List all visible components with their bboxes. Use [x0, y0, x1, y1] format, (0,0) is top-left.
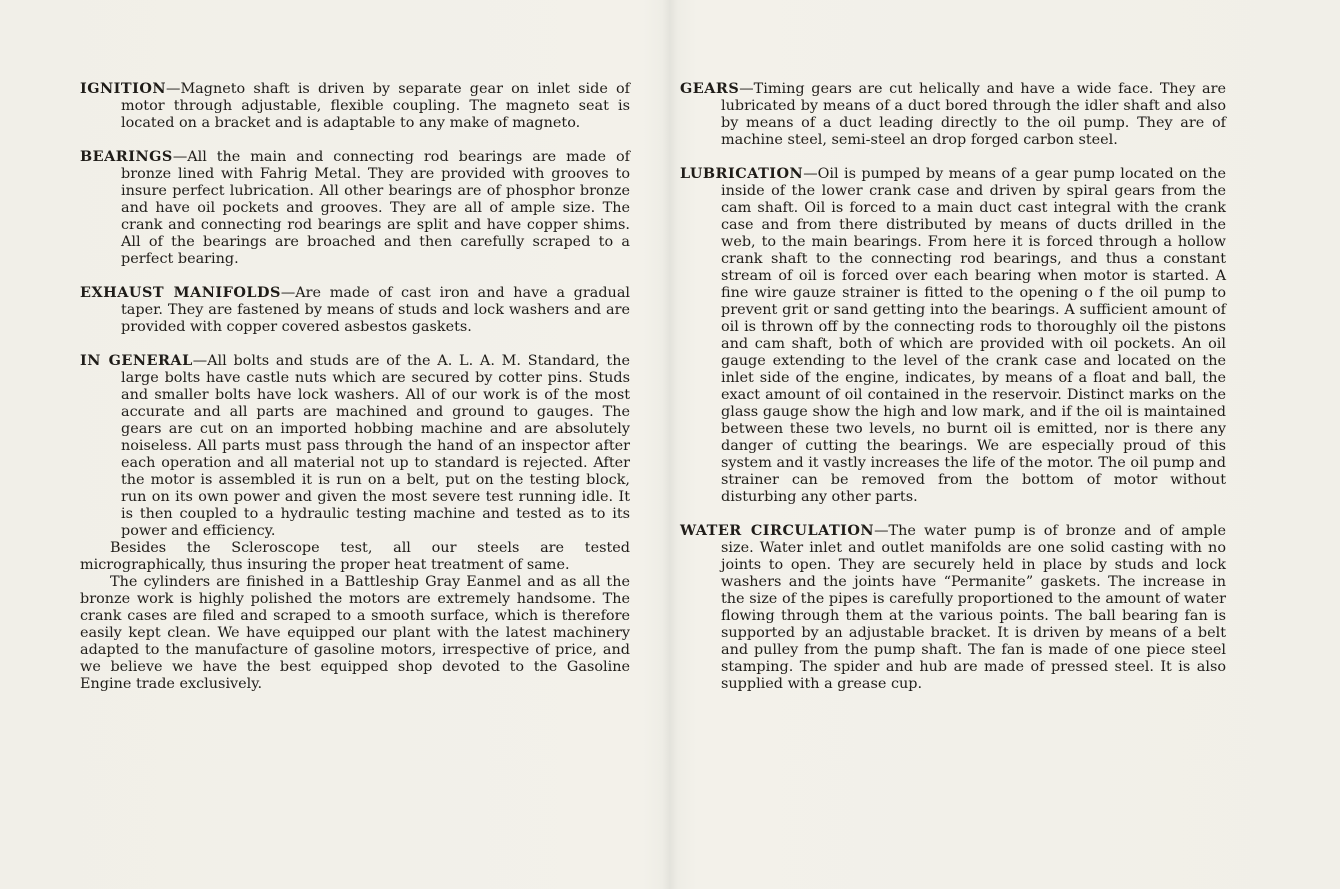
bearings-text: —All the main and connecting rod bearings are made of bronze lined with Fahrig Metal. They are provided with grooves to insure perfect lubrication. All other bearings are of phosphor bronze and have oil pockets and grooves. They are all of ample size. The crank and connecting rod bearings are split and have copper shims. All of the bearings are broached and then carefully scraped to a perfect bearing. [121, 149, 630, 267]
exhaust-manifolds-heading: EXHAUST MANIFOLDS [80, 284, 281, 301]
gears-section [680, 80, 1226, 149]
page-gutter [662, 0, 678, 889]
lubrication-text: —Oil is pumped by means of a gear pump located on the inside of the lower crank case and driven by spiral gears from the cam shaft. Oil is forced to a main duct cast integral with the crank case and from there distributed by means of ducts drilled in the web, to the main bearings. From here it is forced through a hollow crank shaft to the connecting rod bearings, and thus a constant stream of oil is forced over each bearing when motor is started. A fine wire gauze strainer is fitted to the opening o f the oil pump to prevent grit or sand getting into the bearings. A sufficient amount of oil is thrown off by the connecting rods to thoroughly oil the pistons and cam shaft, both of which are provided with oil pockets. An oil gauge extending to the level of the crank case and located on the inlet side of the engine, indicates, by means of a float and ball, the exact amount of oil contained in the reservoir. Distinct marks on the glass gauge show the high and low mark, and if the oil is maintained between these two levels, no burnt oil is emitted, nor is there any danger of cutting the bearings. We are especially proud of this system and it vastly increases the life of the motor. The oil pump and strainer can be removed from the bottom of motor without disturbing any other parts. [721, 166, 1226, 505]
in-general-text: —All bolts and studs are of the A. L. A. M. Standard, the large bolts have castle nuts which are secured by cotter pins. Studs and smaller bolts have lock washers. All of our work is of the most accurate and all parts are machined and ground to gauges. The gears are cut on an imported hobbing machine and are absolutely noiseless. All parts must pass through the hand of an inspector after each operation and all material not up to standard is rejected. After the motor is assembled it is run on a belt, put on the testing block, run on its own power and given the most severe test running idle. It is then coupled to a hydraulic testing machine and tested as to its power and efficiency. [121, 353, 630, 539]
ignition-heading: IGNITION [80, 80, 167, 97]
in-general-paragraph-3: The cylinders are finished in a Battleship Gray Eanmel and as all the bronze work is highly polished the motors are extremely handsome. The crank cases are filed and scraped to a smooth surface, which is therefore easily kept clean. We have equipped our plant with the latest machinery adapted to the manufacture of gasoline motors, irrespective of price, and we believe we have the best equipped shop devoted to the Gasoline Engine trade exclusively. [80, 574, 630, 692]
gears-heading: GEARS [680, 80, 740, 97]
in-general-heading: IN GENERAL [80, 352, 193, 369]
in-general-section [80, 352, 630, 693]
lubrication-section [680, 165, 1226, 506]
ignition-section [80, 80, 630, 132]
bearings-heading: BEARINGS [80, 148, 173, 165]
water-circulation-text: —The water pump is of bronze and of ample size. Water inlet and outlet manifolds are one solid casting with no joints to open. They are securely held in place by studs and lock washers and the joints have “Permanite” gaskets. The increase in the size of the pipes is carefully proportioned to the amount of water flowing through them at the various points. The ball bearing fan is supported by an adjustable bracket. It is driven by means of a belt and pulley from the pump shaft. The fan is made of one piece steel stamping. The spider and hub are made of pressed steel. It is also supplied with a grease cup. [721, 523, 1226, 692]
water-circulation-section [680, 522, 1226, 693]
lubrication-heading: LUBRICATION [680, 165, 804, 182]
left-column [80, 80, 630, 709]
water-circulation-heading: WATER CIRCULATION [680, 522, 875, 539]
in-general-continuation [80, 540, 630, 693]
exhaust-manifolds-text: —Are made of cast iron and have a gradual taper. They are fastened by means of studs and lock washers and are provided with copper covered asbestos gaskets. [121, 285, 631, 335]
exhaust-manifolds-section [80, 284, 630, 336]
gears-text: —Timing gears are cut helically and have a wide face. They are lubricated by means of a duct bored through the idler shaft and also by means of a duct leading directly to the oil pump. They are of machine steel, semi-steel an drop forged carbon steel. [721, 81, 1226, 148]
in-general-paragraph-2: Besides the Scleroscope test, all our steels are tested micrographically, thus insuring the proper heat treatment of same. [80, 540, 630, 573]
bearings-section [80, 148, 630, 268]
right-column [680, 80, 1226, 709]
ignition-text: —Magneto shaft is driven by separate gear on inlet side of motor through adjustable, flexible coupling. The magneto seat is located on a bracket and is adaptable to any make of magneto. [121, 81, 630, 131]
